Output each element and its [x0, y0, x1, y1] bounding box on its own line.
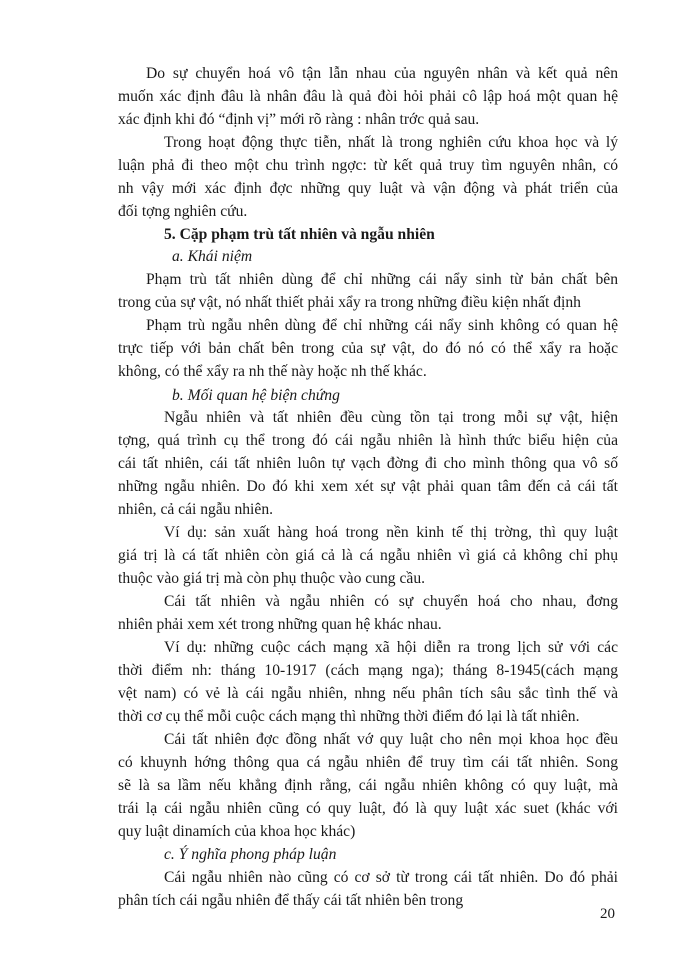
text-line: xác định khi đó “định vị” mới rõ ràng : nhân trớc quả sau. — [118, 111, 480, 128]
text-line: muốn xác định đâu là nhân đâu là quả đòi hỏi phải cô lập hoá một quan hệ — [118, 88, 618, 105]
subsection-heading: a. Khái niệm — [172, 248, 253, 265]
text-line: Ví dụ: sản xuất hàng hoá trong nền kinh tế thị trờng, thì quy luật — [164, 524, 618, 541]
subsection-heading: c. Ý nghĩa phong pháp luận — [164, 846, 337, 863]
text-line: giá trị là cá tất nhiên còn giá cả là cá ngẫu nhiên vì giá cả không chỉ phụ — [118, 547, 618, 564]
text-line: Do sự chuyển hoá vô tận lẫn nhau của nguyên nhân và kết quả nên — [146, 65, 618, 82]
text-line: những ngẫu nhiên. Do đó khi xem xét sự vật phải quan tâm đến cả cái tất — [118, 478, 618, 495]
text-line: Phạm trù tất nhiên dùng để chỉ những cái nẩy sinh từ bản chất bên — [146, 271, 618, 288]
text-line: trái lạ cái ngẫu nhiên cũng có quy luật, đó là quy luật xác suet (khác với — [118, 800, 618, 817]
page-number: 20 — [600, 906, 615, 922]
text-line: vệt nam) có vẻ là cái ngẫu nhiên, nhng nếu phân tích sâu sắc tình thế và — [118, 685, 618, 702]
text-line: thời cơ cụ thể mỗi cuộc cách mạng thì những thời điểm đó lại là tất nhiên. — [118, 708, 580, 725]
section-heading: 5. Cặp phạm trù tất nhiên và ngẫu nhiên — [164, 226, 435, 243]
text-line: phân tích cái ngẫu nhiên để thấy cái tất nhiên bên trong — [118, 892, 464, 909]
text-line: trực tiếp với bản chất bên trong của sự vật, do đó nó có thể xẩy ra hoặc — [118, 340, 618, 357]
text-line: luận phả đi theo một chu trình ngợc: từ kết quả truy tìm nguyên nhân, có — [118, 157, 618, 174]
text-line: thời điểm nh: tháng 10-1917 (cách mạng nga); tháng 8-1945(cách mạng — [118, 662, 618, 679]
text-line: Phạm trù ngẫu nhên dùng để chỉ những cái nẩy sinh không có quan hệ — [146, 317, 618, 334]
text-line: quy luật dinamích của khoa học khác) — [118, 823, 356, 840]
text-line: nh vậy mới xác định đợc những quy luật và vận động và phát triển của — [118, 180, 618, 197]
text-line: có khuynh hớng thông qua cá ngẫu nhiên để truy tìm cái tất nhiên. Song — [118, 754, 618, 771]
text-line: Cái tất nhiên đợc đồng nhất vớ quy luật cho nên mọi khoa học đều — [164, 731, 618, 748]
subsection-heading: b. Mối quan hệ biện chứng — [172, 387, 340, 404]
text-line: cái tất nhiên, cái tất nhiên luôn tự vạch đờng đi cho mình thông qua vô số — [118, 455, 618, 472]
text-line: đối tợng nghiên cứu. — [118, 203, 248, 220]
text-line: Ví dụ: những cuộc cách mạng xã hội diễn ra trong lịch sử với các — [164, 639, 618, 656]
text-line: Ngẫu nhiên và tất nhiên đều cùng tồn tại trong mỗi sự vật, hiện — [164, 409, 618, 426]
text-line: nhiên phải xem xét trong những quan hệ khác nhau. — [118, 616, 442, 633]
text-line: Cái tất nhiên và ngẫu nhiên có sự chuyển hoá cho nhau, đơng — [164, 593, 618, 610]
text-line: trong của sự vật, nó nhất thiết phải xẩy ra trong những điều kiện nhất định — [118, 294, 581, 311]
text-line: nhiên, cả cái ngẫu nhiên. — [118, 501, 274, 518]
text-line: thuộc vào giá trị mà còn phụ thuộc vào cung cầu. — [118, 570, 426, 587]
text-line: không, có thể xẩy ra nh thế này hoặc nh thế khác. — [118, 363, 427, 380]
text-line: Cái ngẫu nhiên nào cũng có cơ sở từ trong cái tất nhiên. Do đó phải — [164, 869, 618, 886]
text-line: Trong hoạt động thực tiễn, nhất là trong nghiên cứu khoa học và lý — [164, 134, 618, 151]
text-line: sẽ là sa lầm nếu khẳng định rằng, cái ngẫu nhiên không có quy luật, mà — [118, 777, 618, 794]
text-line: tợng, quá trình cụ thể trong đó cái ngẫu nhiên là hình thức biểu hiện của — [118, 432, 618, 449]
